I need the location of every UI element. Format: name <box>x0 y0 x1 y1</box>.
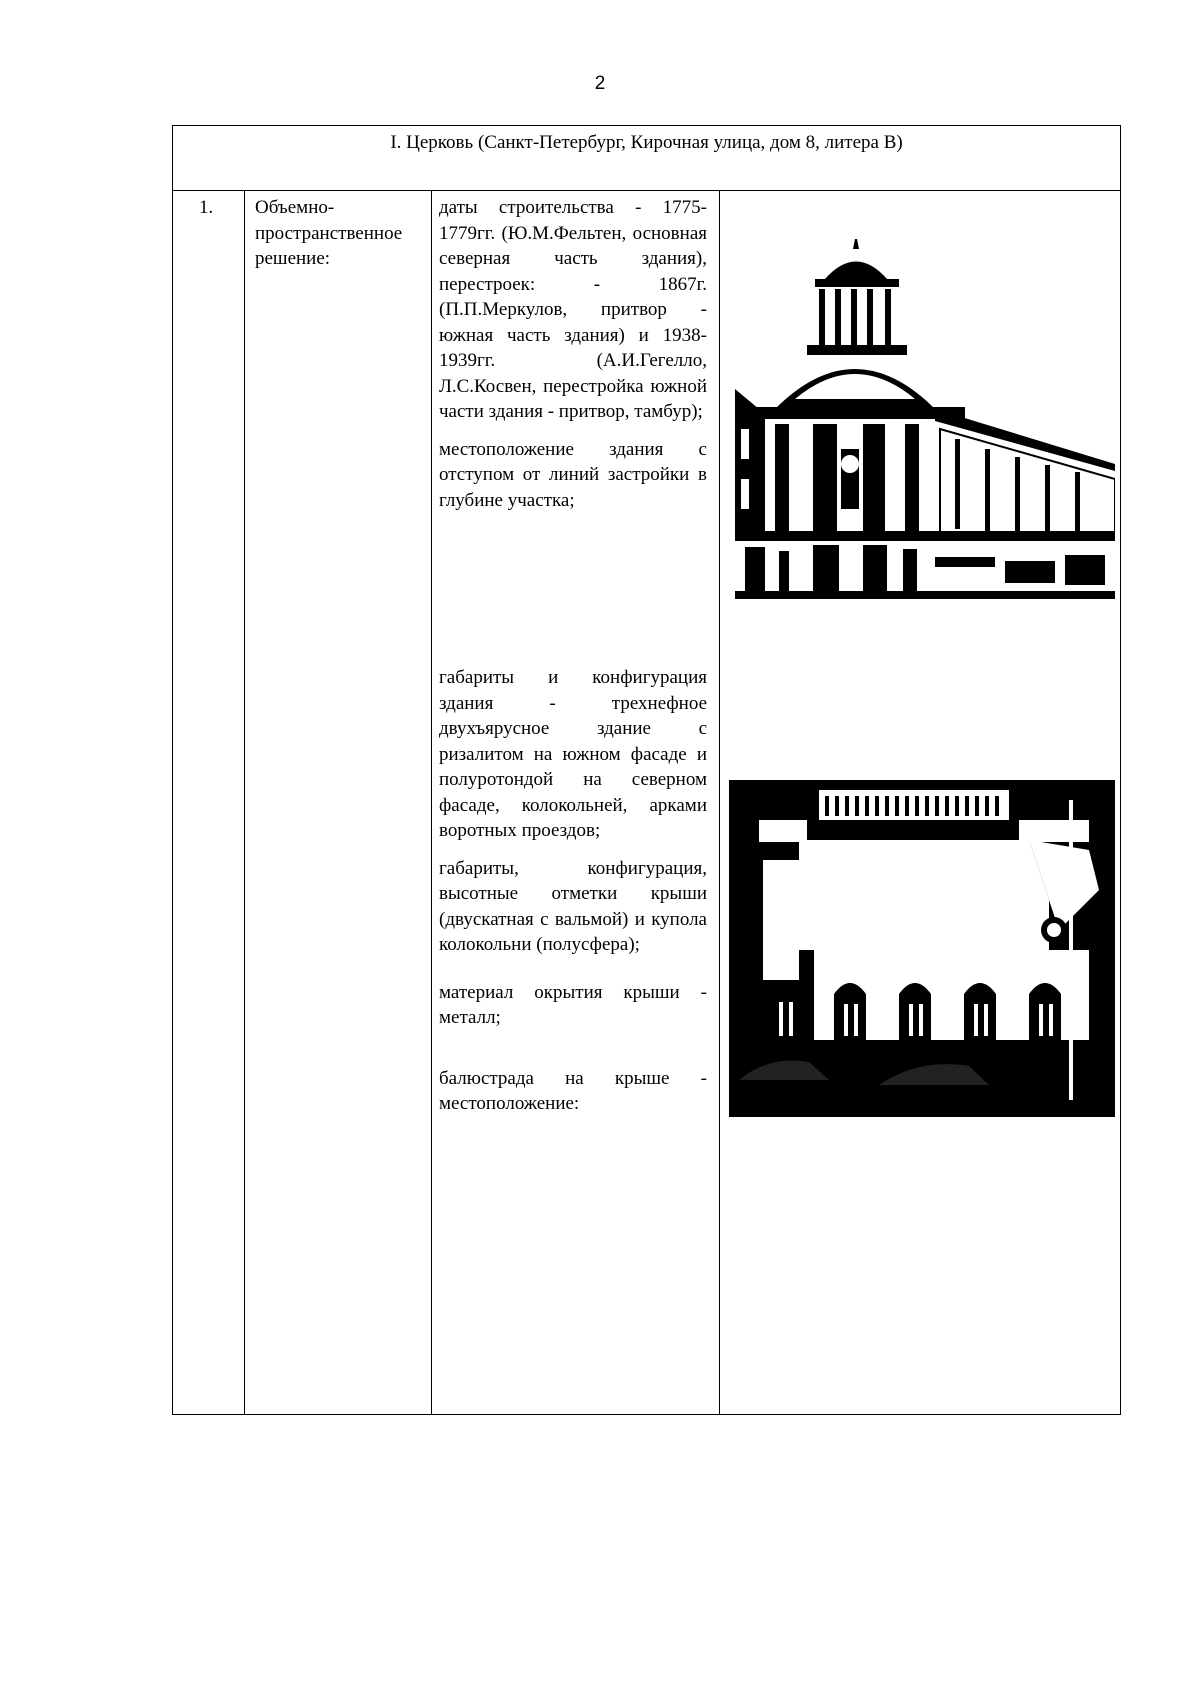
section-title: I. Церковь (Санкт-Петербург, Кирочная улица, дом 8, литера В) <box>173 126 1121 191</box>
paragraph-roof: габариты, конфигурация, высотные отметки крыши (двускатная с вальмой) и купола колокольни (полусфера); <box>439 857 707 955</box>
paragraph-balustrade: балюстрада на крыше - местоположение: <box>439 1067 707 1114</box>
row-category: Объемно-пространственное решение: <box>245 191 432 1415</box>
row-number: 1. <box>173 191 245 1415</box>
paragraph-construction-dates: даты строительства - 1775-1779гг. (Ю.М.Фельтен, основная северная часть здания), перестроек: - 1867г. (П.П.Меркулов, притвор - южная часть здания) и 1938-1939гг. (А.И.Гегелло, Л.С.Косвен, перестройка южной части здания - притвор, тамбур); <box>439 197 707 422</box>
south-facade-photo <box>729 780 1115 1117</box>
protection-table <box>172 125 1121 1415</box>
paragraph-dimensions: габариты и конфигурация здания - трехнефное двухъярусное здание с ризалитом на южном фасаде и полуротондой на северном фасаде, колокольней, арками воротных проездов; <box>439 667 707 841</box>
section-header-row <box>173 126 1121 191</box>
paragraph-location: местоположение здания с отступом от линий застройки в глубине участка; <box>439 438 707 511</box>
page-number: 2 <box>594 73 606 94</box>
row-description <box>432 191 720 1415</box>
paragraph-roof-material: материал окрытия крыши - металл; <box>439 981 707 1028</box>
photo-cell <box>720 191 1121 1415</box>
church-rotunda-photo <box>735 239 1115 599</box>
table-row <box>173 191 1121 1415</box>
